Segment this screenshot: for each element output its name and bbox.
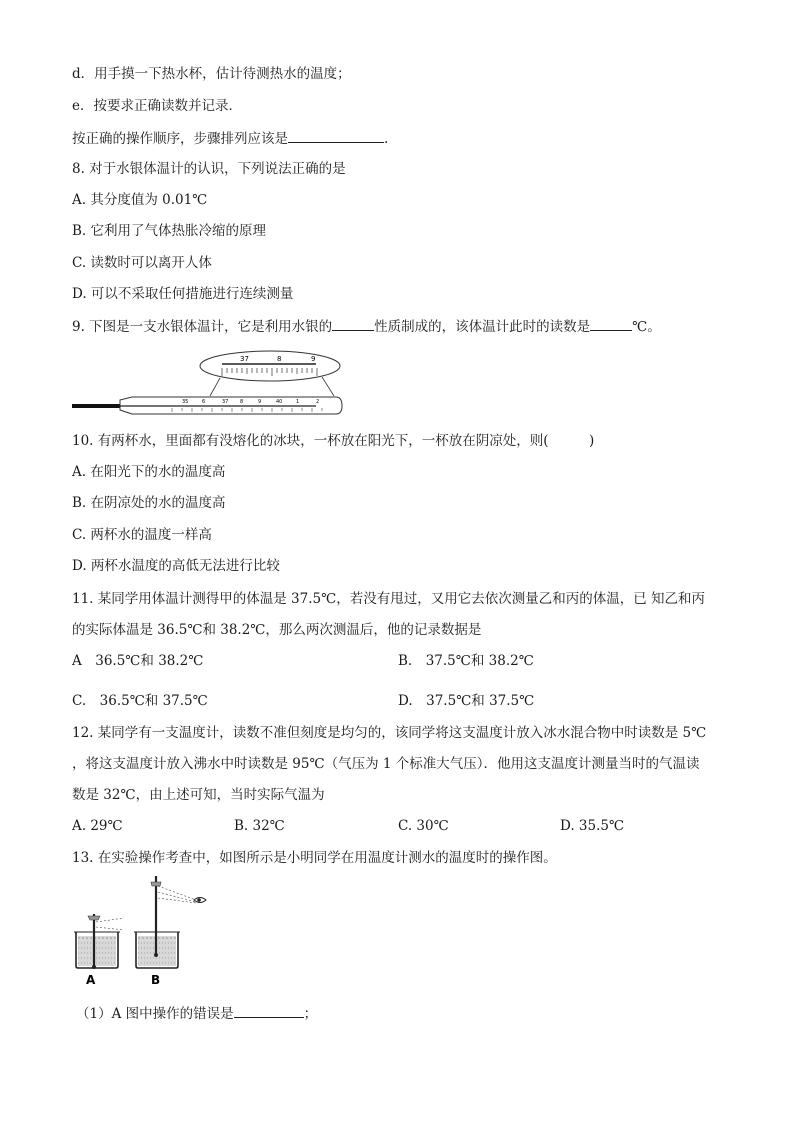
q8-option-b: B. 它利用了气体热胀冷缩的原理 (72, 223, 267, 239)
q8-option-a: A. 其分度值为 0.01℃ (72, 192, 208, 208)
scale-label: 1 (296, 399, 300, 405)
q9-stem-c: ℃。 (632, 319, 661, 335)
answer-blank[interactable] (234, 1003, 304, 1018)
scale-label: 40 (276, 399, 283, 405)
step-e: e．按要求正确读数并记录． (72, 98, 242, 114)
scale-label: 2 (316, 399, 320, 405)
answer-blank[interactable] (288, 128, 384, 143)
zoom-label: 8 (277, 355, 282, 363)
q10-option-b: B. 在阴凉处的水的温度高 (72, 495, 226, 511)
scale-label: 35 (182, 399, 189, 405)
q8-option-c: C. 读数时可以离开人体 (72, 255, 212, 271)
scale-label: 6 (202, 399, 206, 405)
q11-option-a: A 36.5℃和 38.2℃ (72, 653, 204, 669)
q11-option-d: D. 37.5℃和 37.5℃ (398, 693, 535, 709)
beaker-a (74, 914, 124, 969)
q10-option-a: A. 在阳光下的水的温度高 (72, 464, 226, 480)
thermometer-operation-figure (70, 872, 220, 990)
q11-option-c: C. 36.5℃和 37.5℃ (72, 693, 208, 709)
zoom-label: 37 (240, 355, 249, 363)
zoom-line (210, 378, 220, 396)
q9-stem (72, 316, 661, 336)
zoom-bubble (200, 351, 340, 381)
q13-sub1-suffix: ； (303, 1006, 318, 1022)
zoom-label: 9 (311, 355, 316, 363)
q10-stem: 10. 有两杯水，里面都有没熔化的冰块，一杯放在阳光下，一杯放在阴凉处，则( ) (72, 433, 595, 449)
zoom-line (322, 377, 334, 396)
q13-sub1 (76, 1003, 317, 1023)
figure-label-b: B (151, 973, 161, 987)
scale-label: 8 (240, 399, 244, 405)
q13-stem: 13. 在实验操作考查中，如图所示是小明同学在用温度计测水的温度时的操作图。 (72, 850, 557, 866)
q9-stem-b: 性质制成的，该体温计此时的读数是 (374, 319, 591, 335)
clinical-thermometer-figure (72, 348, 352, 420)
scale-label: 37 (222, 399, 229, 405)
q13-sub1-prefix: （1）A 图中操作的错误是 (76, 1006, 234, 1022)
q12-stem-line1: 12. 某同学有一支温度计，读数不准但刻度是均匀的，该同学将这支温度计放入冰水混合物中时读数是 5℃ (72, 725, 707, 741)
step-order-prefix: 按正确的操作顺序，步骤排列应该是 (72, 131, 288, 147)
figure-label-a: A (86, 973, 96, 987)
q12-option-d: D. 35.5℃ (560, 818, 625, 834)
q9-stem-a: 9. 下图是一支水银体温计，它是利用水银的 (72, 319, 333, 335)
q12-option-a: A. 29℃ (72, 818, 123, 834)
q11-stem-line1: 11. 某同学用体温计测得甲的体温是 37.5℃，若没有甩过，又用它去依次测量乙和丙的体温，已 知乙和丙 (72, 591, 706, 607)
q10-option-d: D. 两杯水温度的高低无法进行比较 (72, 558, 280, 574)
step-order-line (72, 128, 388, 148)
q11-option-b: B. 37.5℃和 38.2℃ (398, 653, 534, 669)
answer-blank[interactable] (332, 316, 374, 331)
q12-stem-line3: 数是 32℃，由上述可知，当时实际气温为 (72, 787, 325, 803)
q8-stem: 8. 对于水银体温计的认识，下列说法正确的是 (72, 161, 346, 177)
beaker-b (134, 876, 206, 968)
q10-option-c: C. 两杯水的温度一样高 (72, 527, 212, 543)
q8-option-d: D. 可以不采取任何措施进行连续测量 (72, 286, 294, 302)
q12-option-b: B. 32℃ (234, 818, 285, 834)
mercury-bulb (72, 404, 122, 408)
q12-stem-line2: ，将这支温度计放入沸水中时读数是 95℃（气压为 1 个标准大气压）．他用这支温度计测量当时的气温读 (72, 756, 700, 772)
q11-stem-line2: 的实际体温是 36.5℃和 38.2℃，那么两次测温后，他的记录数据是 (72, 622, 482, 638)
q12-option-c: C. 30℃ (398, 818, 449, 834)
step-d: d．用手摸一下热水杯，估计待测热水的温度； (72, 66, 351, 82)
scale-label: 9 (258, 399, 262, 405)
answer-blank[interactable] (590, 316, 632, 331)
step-order-suffix: . (384, 131, 389, 147)
